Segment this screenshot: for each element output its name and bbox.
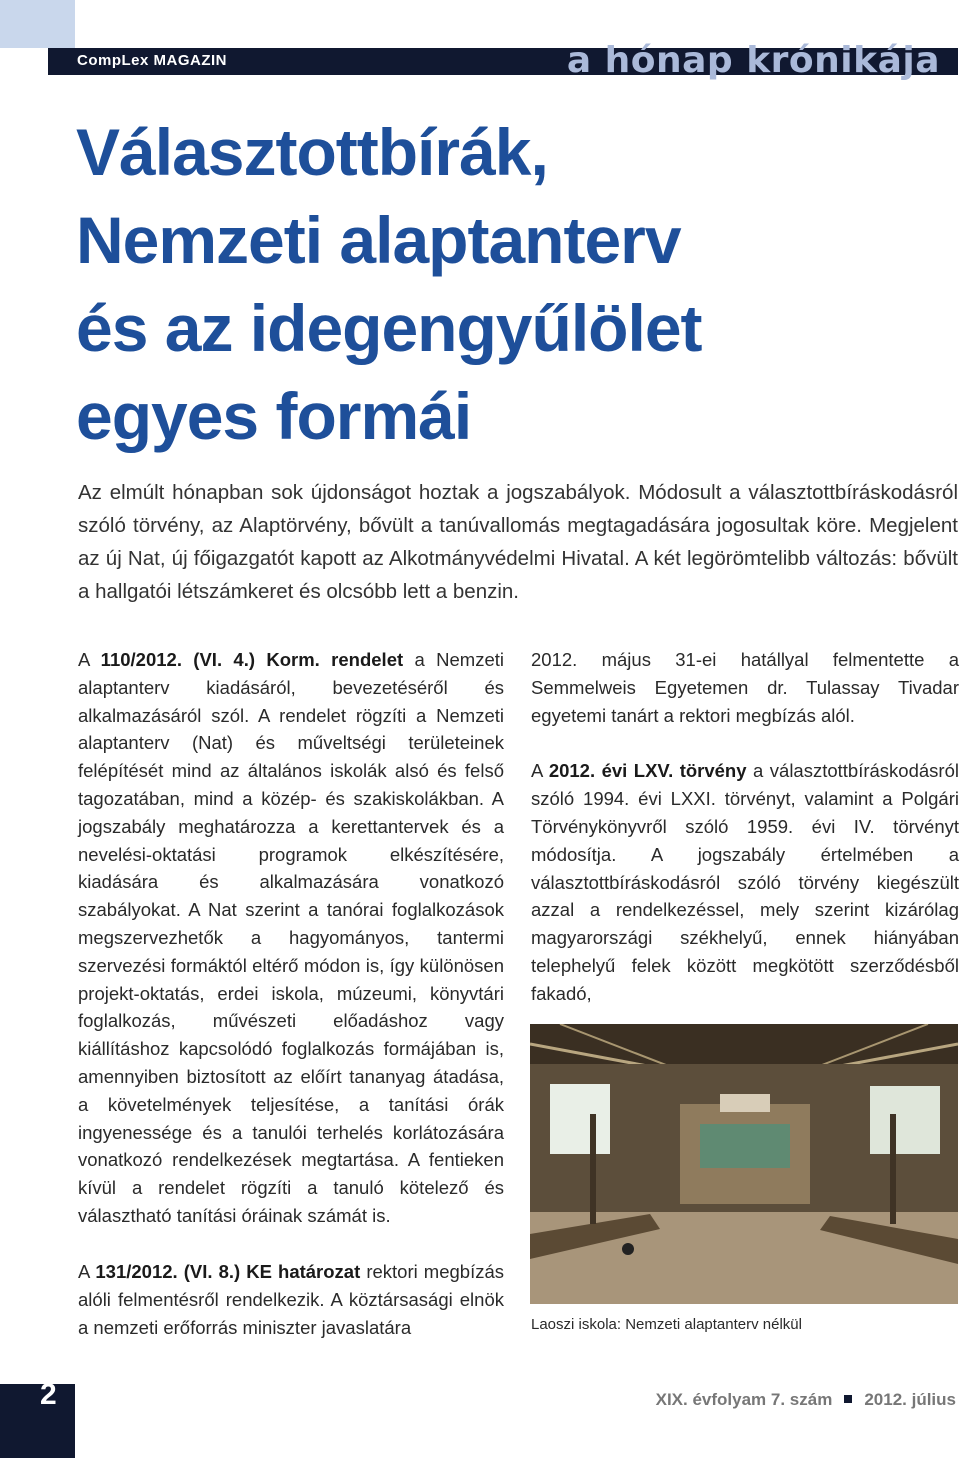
corner-accent [0, 0, 75, 48]
text-run: a választottbíráskodásról szóló 1994. évi LXXI. törvényt, valamint a Polgári Törvénykönyvről szóló 1959. évi IV. törvényt módosítja. A jogszabály értelmében a választottbíráskodásról szóló törvény kiegészült azzal a rendelkezéssel, mely szerint kizárólag magyarországi székhelyű, ennek hiányában telephelyű felek között megkötött szerződésből fakadó, [531, 760, 959, 1004]
decree-reference: 110/2012. (VI. 4.) Korm. rendelet [100, 649, 404, 670]
page-number: 2 [40, 1378, 57, 1411]
issue-date: 2012. július [864, 1390, 956, 1409]
text-run: rektori megbízás alóli felmentésről rendelkezik. A köztársasági elnök a nemzeti erőforrás miniszter javaslatára [78, 1261, 504, 1338]
separator-square-icon [844, 1395, 852, 1403]
left-column [78, 646, 504, 1258]
resolution-reference: 131/2012. (VI. 8.) KE határozat [95, 1261, 361, 1282]
article-title [76, 108, 936, 460]
paragraph-ke-resolution [78, 1258, 504, 1341]
paragraph-arbitration-law [531, 757, 959, 1007]
issue-label: XIX. évfolyam 7. szám [655, 1390, 833, 1409]
magazine-brand: CompLex MAGAZIN [77, 52, 227, 69]
school-photo [530, 1024, 958, 1304]
text-run: A [78, 1261, 96, 1282]
text-run: A [78, 649, 101, 670]
right-column [531, 646, 959, 1036]
left-column-bottom [78, 1258, 504, 1341]
title-line: és az idegengyűlölet [76, 291, 702, 365]
issue-footer [656, 1390, 956, 1410]
paragraph-rector-dismissal: 2012. május 31-ei hatállyal felmentette a Semmelweis Egyetemen dr. Tulassay Tivadar egyetemi tanárt a rektori megbízás alól. [531, 649, 959, 726]
title-line: Választottbírák, [76, 115, 548, 189]
photo-caption: Laoszi iskola: Nemzeti alaptanterv nélkül [531, 1316, 802, 1333]
text-run: A [531, 760, 549, 782]
school-photo-drawing [530, 1024, 958, 1304]
page-number-box [0, 1384, 75, 1458]
title-line: egyes formái [76, 379, 472, 453]
section-title: a hónap krónikája [566, 40, 940, 81]
article-lead: Az elmúlt hónapban sok újdonságot hoztak a jogszabályok. Módosult a választottbíráskodásról szóló törvény, az Alaptörvény, bővült a tanúvallomás megtagadására jogosultak köre. Megjelent az új Nat, új főigazgatót kapott az Alkotmányvédelmi Hivatal. A két legörömtelibb változás: bővült a hallgatói létszámkeret és olcsóbb lett a benzin. [78, 481, 958, 603]
law-reference: 2012. évi LXV. törvény [548, 760, 747, 782]
text-run: a Nemzeti alaptanterv kiadásáról, bevezetéséről és alkalmazásáról szól. A rendelet rögzíti a Nemzeti alaptanterv (Nat) és műveltségi területeinek felépítését mind az általános iskolák alsó és felső tagozatában, mind a közép- és szakiskolákban. A jogszabály meghatározza a kerettantervek és a nevelési-oktatási programok elkészítésére, kiadására és alkalmazására vonatkozó szabályokat. A Nat szerint a tanórai foglalkozások megszervezhetők a hagyományos, tantermi szervezési formáktól eltérő módon is, így különösen projekt-oktatás, erdei iskola, múzeumi, könyvtári foglalkozás, művészeti előadáshoz vagy kiállításhoz kapcsolódó foglalkozás formájában is, amennyiben biztosított az előírt tananyag átadása, a követelmények teljesítése, a tanítási órák ingyenessége és a tanulói terhelés korlátozására vonatkozó rendelkezések megtartása. A fentieken kívül a rendelet rögzíti a tanuló kötelező és választható tanítási óráinak számát is. [78, 649, 504, 1226]
paragraph-nat-decree [78, 646, 504, 1230]
title-line: Nemzeti alaptanterv [76, 203, 681, 277]
